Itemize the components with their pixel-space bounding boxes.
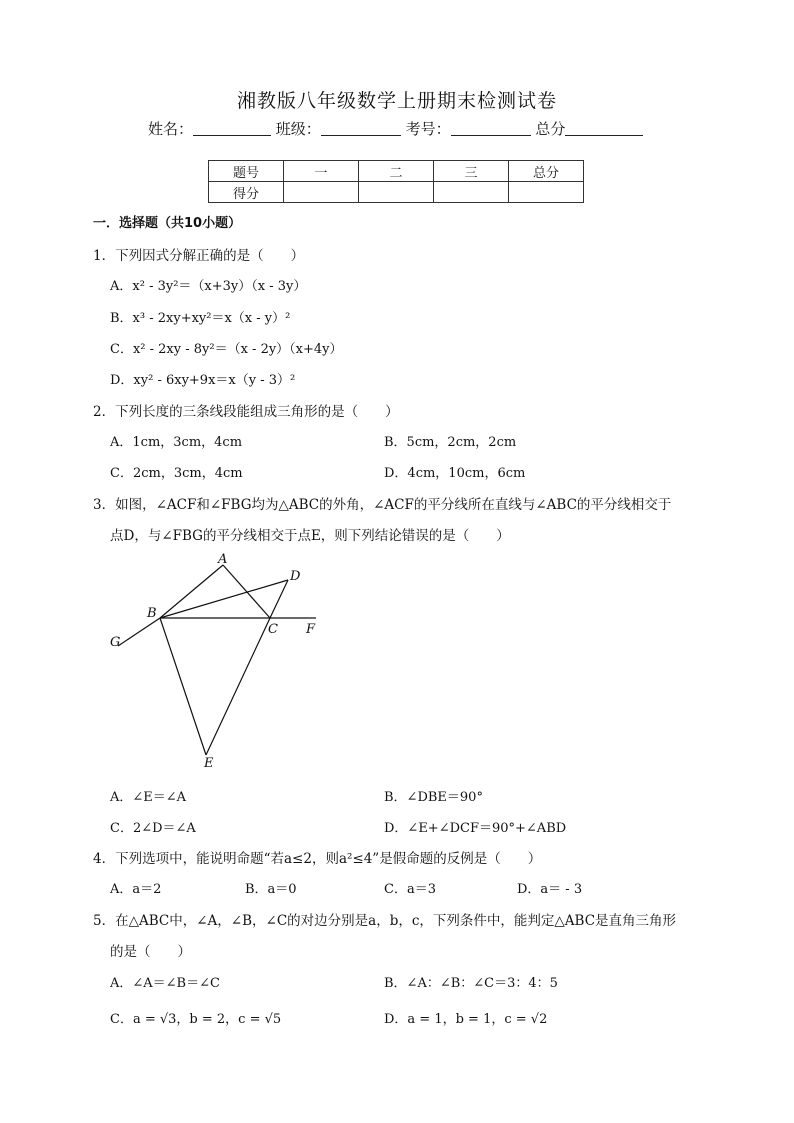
score-table-header: 二 [359, 161, 434, 182]
question-1-stem: 1．下列因式分解正确的是（ ） [93, 248, 305, 264]
exam-number-label: 考号： [405, 120, 451, 138]
question-5-option-c[interactable]: C．a = √3，b = 2，c = √5 [110, 1012, 282, 1027]
total-score-label: 总分 [535, 120, 566, 138]
student-info-line [148, 118, 643, 139]
score-cell[interactable] [434, 182, 509, 203]
question-1-option-d[interactable]: D．xy² - 6xy+9x＝x（y - 3）² [110, 373, 296, 388]
ray-bg [118, 618, 160, 646]
name-label: 姓名： [148, 120, 194, 138]
point-label-g: G [110, 635, 121, 650]
segment-be [160, 618, 206, 755]
score-table-header: 总分 [509, 161, 584, 182]
question-2-option-a[interactable]: A．1cm，3cm，4cm [110, 435, 243, 450]
question-4-option-c[interactable]: C．a＝3 [384, 882, 436, 897]
point-label-b: B [147, 606, 157, 621]
question-5-option-a[interactable]: A．∠A＝∠B＝∠C [110, 976, 220, 991]
question-5-option-d[interactable]: D．a = 1，b = 1，c = √2 [384, 1012, 548, 1027]
question-2-stem: 2．下列长度的三条线段能组成三角形的是（ ） [93, 404, 399, 420]
question-4-option-d[interactable]: D．a＝ - 3 [517, 882, 583, 897]
question-2-option-c[interactable]: C．2cm，3cm，4cm [110, 466, 243, 481]
point-label-c: C [268, 622, 278, 637]
question-2-option-d[interactable]: D．4cm，10cm，6cm [384, 466, 526, 481]
question-3-stem-line-2: 点D，与∠FBG的平分线相交于点E，则下列结论错误的是（ ） [110, 528, 510, 544]
question-3-option-b[interactable]: B．∠DBE＝90° [384, 790, 483, 805]
question-3-option-c[interactable]: C．2∠D＝∠A [110, 821, 196, 836]
question-2-option-b[interactable]: B．5cm，2cm，2cm [384, 435, 517, 450]
question-1-option-c[interactable]: C．x² - 2xy - 8y²＝（x - 2y）（x+4y） [110, 342, 343, 357]
triangle-figure [100, 553, 330, 773]
question-3-stem-line-1: 3．如图，∠ACF和∠FBG均为△ABC的外角，∠ACF的平分线所在直线与∠ABC的平分线相交于 [93, 497, 672, 513]
score-cell[interactable] [509, 182, 584, 203]
point-label-d: D [290, 569, 301, 584]
score-table-header: 一 [284, 161, 359, 182]
score-cell[interactable] [284, 182, 359, 203]
section-heading: 一．选择题（共10小题） [93, 216, 242, 231]
question-4-option-a[interactable]: A．a＝2 [110, 882, 162, 897]
score-table-header: 三 [434, 161, 509, 182]
segment-ba [160, 565, 223, 618]
question-3-option-a[interactable]: A．∠E＝∠A [110, 790, 187, 805]
question-5-stem-line-2: 的是（ ） [110, 944, 191, 960]
point-label-e: E [204, 756, 214, 771]
segment-bd [160, 580, 288, 618]
score-cell[interactable] [359, 182, 434, 203]
class-blank[interactable] [321, 121, 401, 136]
segment-ce [206, 618, 270, 755]
exam-number-blank[interactable] [451, 121, 531, 136]
name-blank[interactable] [193, 121, 271, 136]
score-row-label: 得分 [209, 182, 284, 203]
question-1-option-b[interactable]: B．x³ - 2xy+xy²＝x（x - y）² [110, 311, 291, 326]
question-4-stem: 4．下列选项中，能说明命题“若a≤2，则a²≤4”是假命题的反例是（ ） [93, 851, 542, 867]
score-table-row [209, 182, 584, 203]
segment-cd [270, 580, 288, 618]
point-label-f: F [306, 622, 316, 637]
total-score-blank[interactable] [565, 121, 643, 136]
class-label: 班级： [275, 120, 321, 138]
question-1-option-a[interactable]: A．x² - 3y²＝（x+3y）（x - 3y） [110, 279, 307, 294]
question-4-option-b[interactable]: B．a＝0 [245, 882, 297, 897]
point-label-a: A [218, 553, 228, 567]
question-3-option-d[interactable]: D．∠E+∠DCF＝90°+∠ABD [384, 821, 567, 836]
page-title: 湘教版八年级数学上册期末检测试卷 [236, 90, 557, 112]
question-5-stem-line-1: 5．在△ABC中，∠A，∠B，∠C的对边分别是a，b，c，下列条件中，能判定△ABC是直角三角形 [93, 913, 677, 929]
score-table-header: 题号 [209, 161, 284, 182]
score-table-header-row [209, 161, 584, 182]
score-table [208, 160, 584, 203]
segment-ac [223, 565, 270, 618]
question-5-option-b[interactable]: B．∠A：∠B：∠C＝3：4：5 [384, 976, 558, 991]
